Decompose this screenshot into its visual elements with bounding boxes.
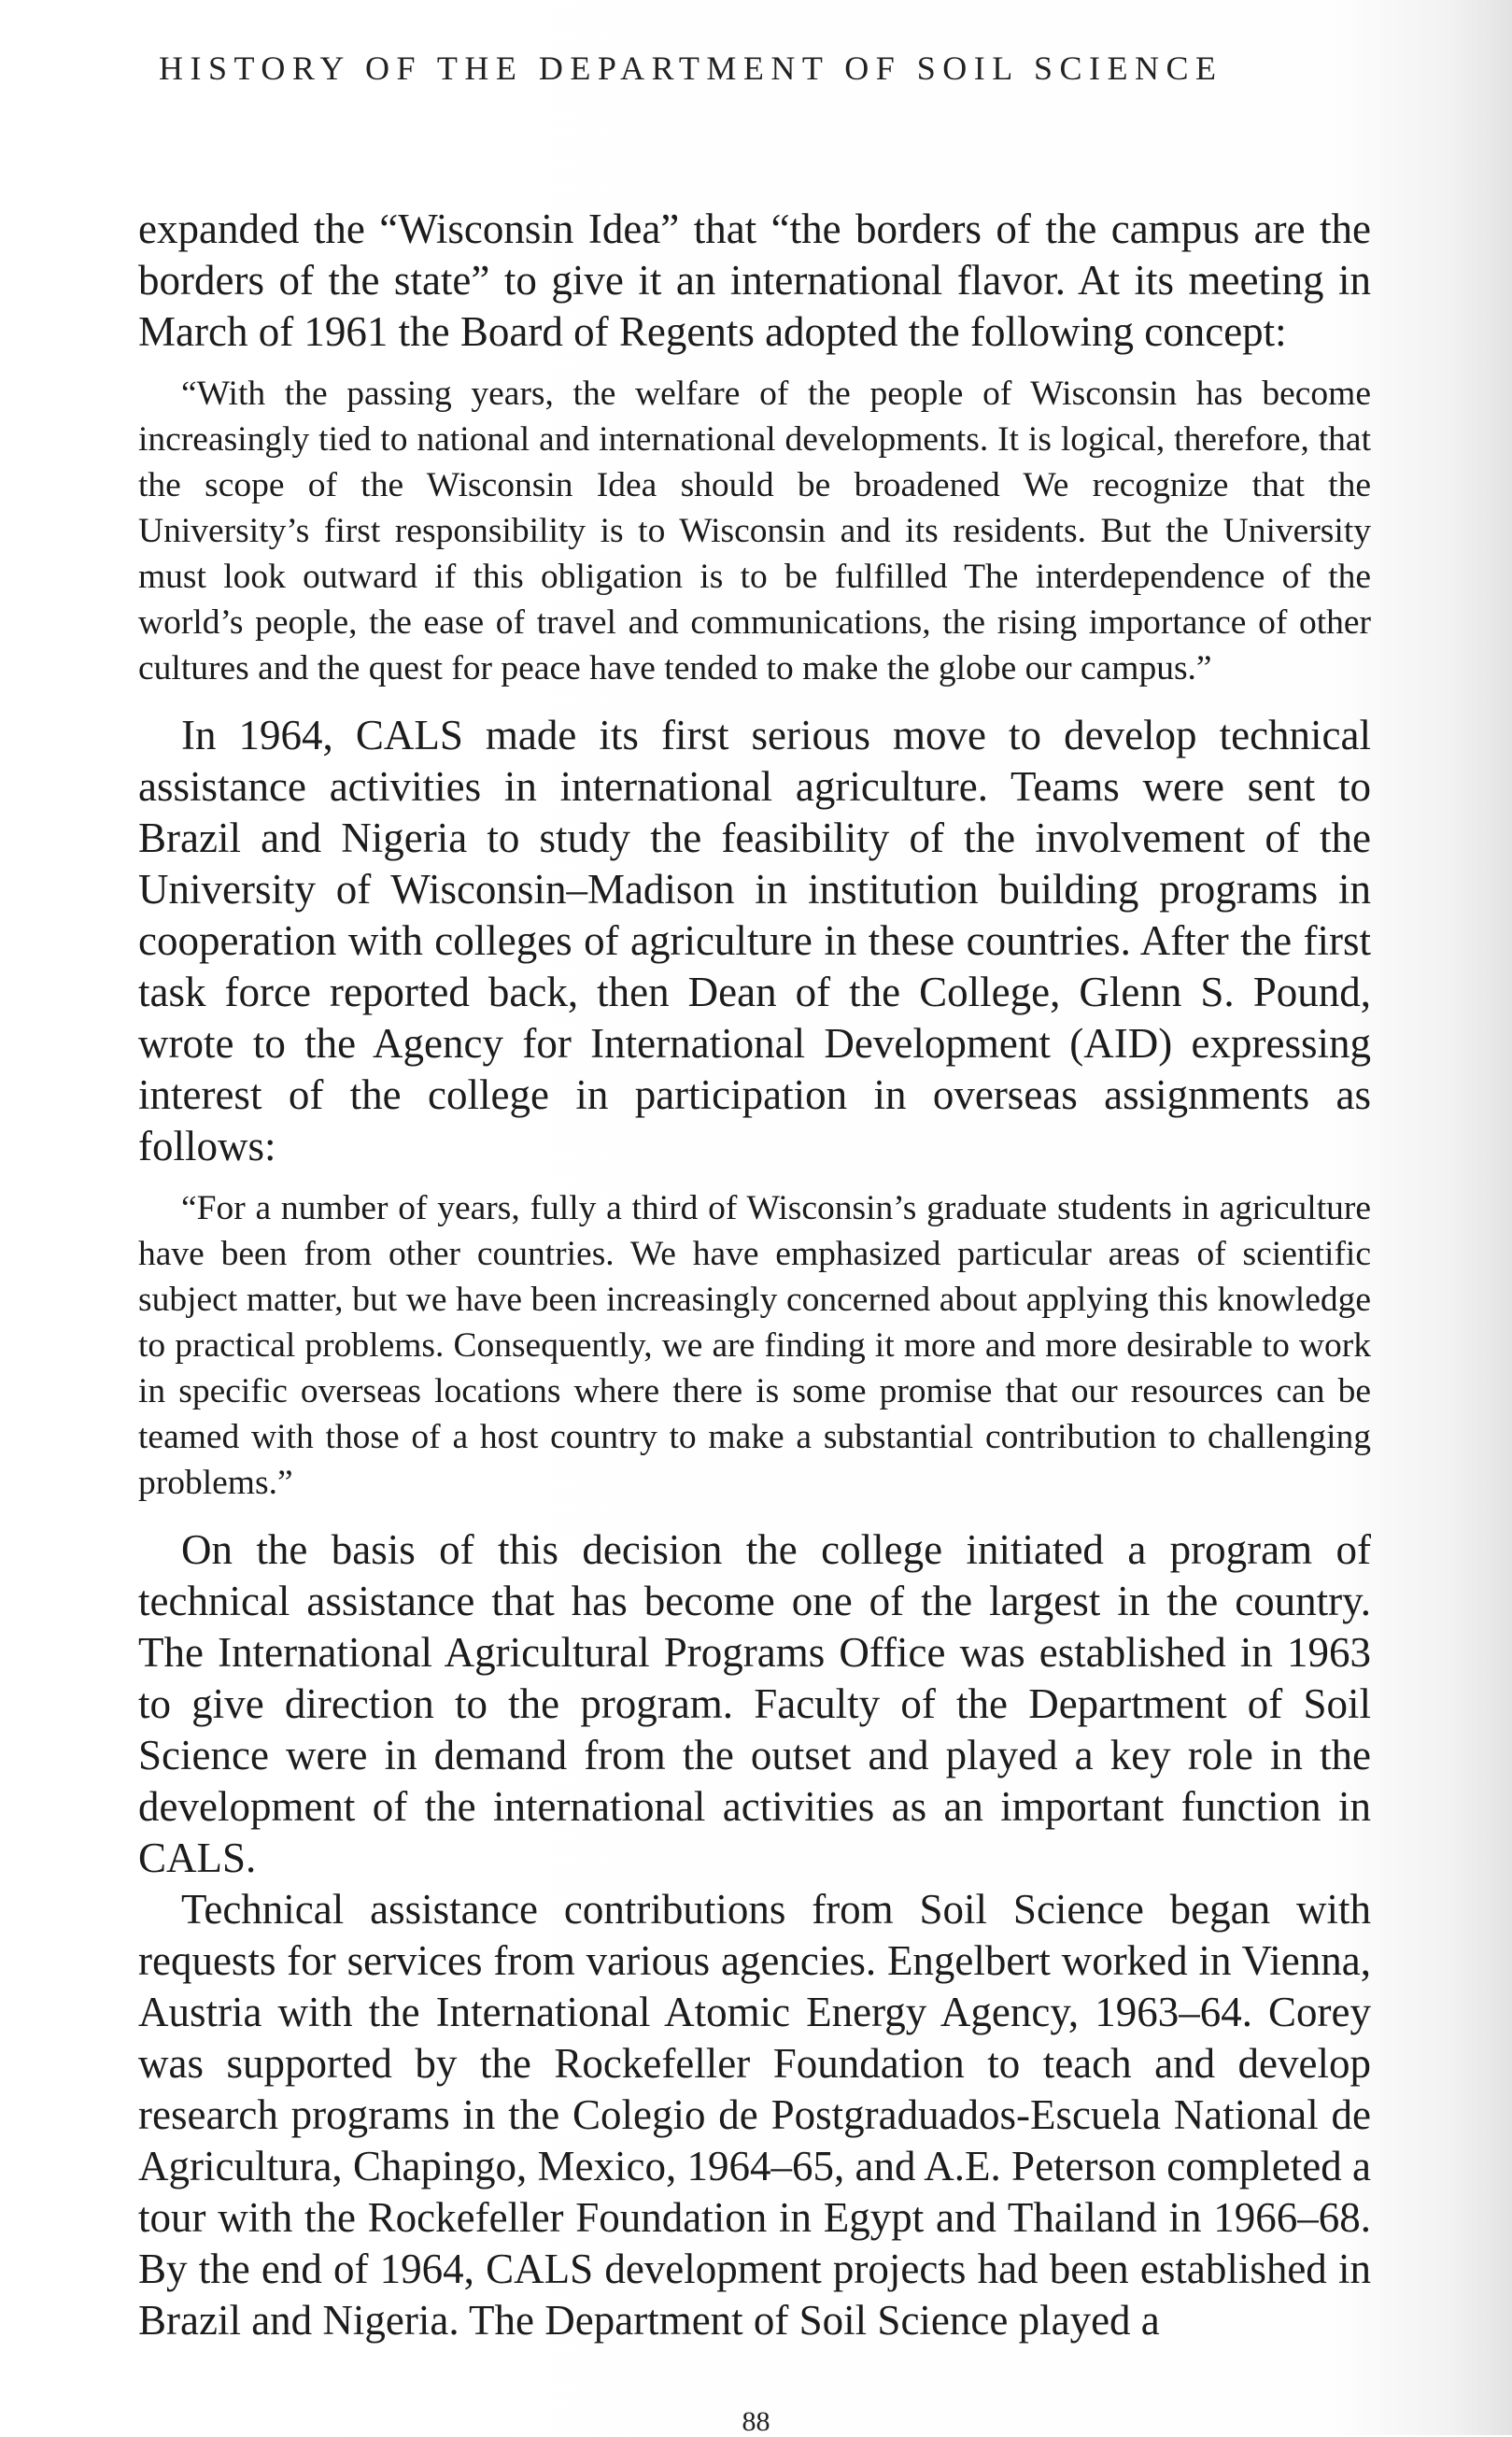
quote-dean-pound: “For a number of years, fully a third of Wisconsin’s graduate students in agriculture have been from other countries. We have emphasized particular areas of scientific subject matter, but we have been increasingly concerned about applying this knowledge to practical problems. Consequently, we are finding it more and more desirable to work in specific overseas locations where there is some promise that our resources can be teamed with those of a host country to make a substantial contribution to challenging problems.”	[138, 1189, 1371, 1502]
paragraph-technical-assistance-program: On the basis of this decision the college initiated a program of technical assistance that has become one of the largest in the country. The International Agricultural Programs Office was established in 1963 to give direction to the program. Faculty of the Department of Soil Science were in demand from the outset and played a key role in the development of the international activities as an important function in CALS.	[138, 1526, 1371, 1881]
quote-board-of-regents: “With the passing years, the welfare of the people of Wisconsin has become increasingly tied to national and international developments. It is logical, therefore, that the scope of the Wisconsin Idea should be broadened We recognize that the University’s first responsibility is to Wisconsin and its residents. But the University must look outward if this obligation is to be fulfilled The interdependence of the world’s people, the ease of travel and communications, the rising importance of other cultures and the quest for peace have tended to make the globe our campus.”	[138, 375, 1371, 687]
paragraph-cals-1964: In 1964, CALS made its first serious move to develop technical assistance activities in international agriculture. Teams were sent to Brazil and Nigeria to study the feasibility of the involvement of the University of Wisconsin–Madison in institution building programs in cooperation with colleges of agriculture in these countries. After the first task force reported back, then Dean of the College, Glenn S. Pound, wrote to the Agency for International Development (AID) expressing interest of the college in participation in overseas assignments as follows:	[138, 712, 1371, 1169]
page-number: 88	[742, 2406, 770, 2437]
paragraph-wisconsin-idea: expanded the “Wisconsin Idea” that “the borders of the campus are the borders of the state” to give it an international flavor. At its meeting in March of 1961 the Board of Regents adopted the following concept:	[138, 205, 1371, 355]
paragraph-soil-science-contributions: Technical assistance contributions from Soil Science began with requests for services from various agencies. Engelbert worked in Vienna, Austria with the International Atomic Energy Agency, 1963–64. Corey was supported by the Rockefeller Foundation to teach and develop research programs in the Colegio de Postgraduados-Escuela National de Agricultura, Chapingo, Mexico, 1964–65, and A.E. Peterson completed a tour with the Rockefeller Foundation in Egypt and Thailand in 1966–68. By the end of 1964, CALS development projects had been established in Brazil and Nigeria. The Department of Soil Science played a	[138, 1886, 1371, 2344]
body-text	[138, 204, 1371, 2346]
running-head: HISTORY OF THE DEPARTMENT OF SOIL SCIENCE	[159, 50, 1223, 87]
